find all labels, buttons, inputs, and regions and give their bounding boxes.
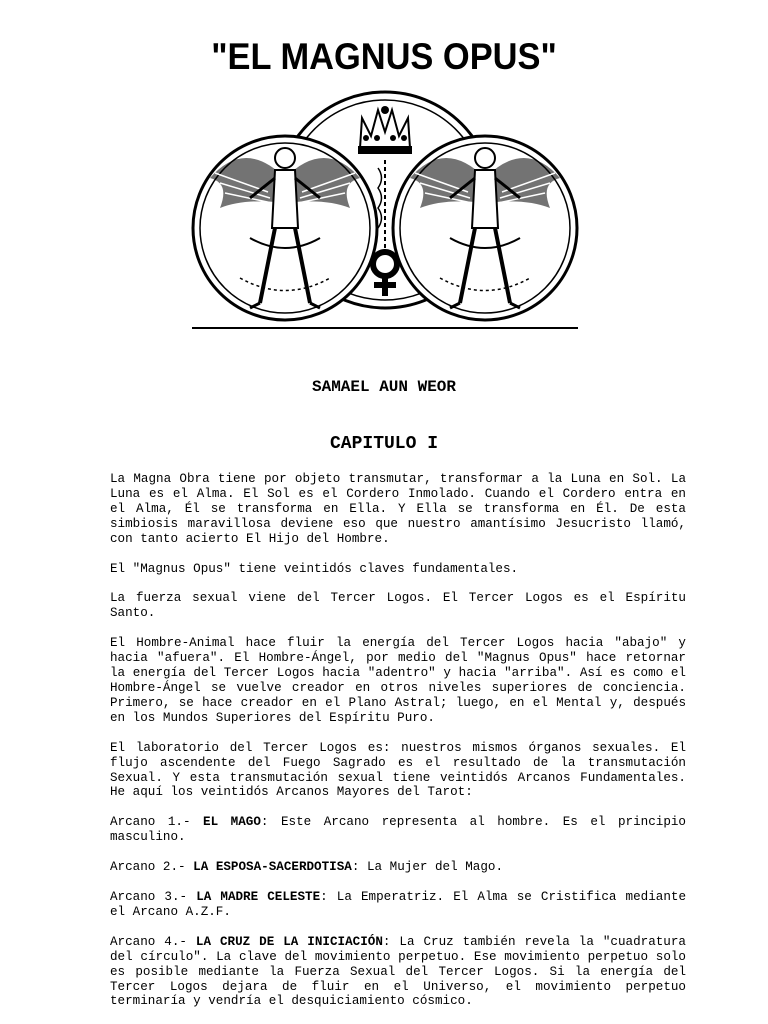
- arcano-entry: [110, 935, 686, 1010]
- arcano-description: : La Emperatriz. El Alma se Cristifica mediante el Arcano A.Z.F.: [110, 890, 687, 919]
- paragraph: El Hombre-Animal hace fluir la energía del Tercer Logos hacia "abajo" y hacia "afuera". El Hombre-Ángel, por medio del "Magnus Opus" hace retornar la energía del Tercer Logos hacia "adentro" y hacia "arriba". Así es como el Hombre-Ángel se vuelve creador en otros niveles superiores de conciencia. Primero, se hace creador en el Plano Astral; luego, en el Mental y, después en los Mundos Superiores del Espíritu Puro.: [110, 636, 686, 725]
- chapter-heading: CAPITULO I: [329, 434, 439, 454]
- author-name: SAMAEL AUN WEOR: [311, 378, 457, 396]
- paragraph: El laboratorio del Tercer Logos es: nuestros mismos órganos sexuales. El flujo ascendente del Fuego Sagrado es el resultado de la transmutación Sexual. Y esta transmutación sexual tiene veintidós Arcanos Fundamentales. He aquí los veintidós Arcanos Mayores del Tarot:: [110, 740, 686, 800]
- paragraph: La fuerza sexual viene del Tercer Logos. El Tercer Logos es el Espíritu Santo.: [110, 591, 686, 621]
- winged-figure-left-icon: [193, 136, 377, 320]
- arcano-number: Arcano 2.-: [110, 860, 194, 875]
- document-body: [110, 472, 686, 1024]
- arcano-entry: [110, 890, 686, 920]
- arcano-name: LA ESPOSA-SACERDOTISA: [193, 860, 352, 875]
- arcano-number: Arcano 1.-: [110, 815, 204, 830]
- magnus-opus-emblem: [190, 88, 580, 333]
- arcano-description: : La Cruz también revela la "cuadratura del círculo". La clave del movimiento perpetuo. Ese movimiento perpetuo solo es posible mediante la Fuerza Sexual del Tercer Logos. Si la energía del Tercer Logos dejara de fluir en el Universo, el movimiento perpetuo terminaría y vendría el desquiciamiento cósmico.: [110, 934, 686, 1009]
- arcano-number: Arcano 3.-: [110, 890, 197, 905]
- arcano-description: : La Mujer del Mago.: [351, 860, 504, 875]
- arcano-name: LA MADRE CELESTE: [196, 890, 321, 905]
- arcano-entry: [110, 860, 686, 875]
- paragraph: La Magna Obra tiene por objeto transmutar, transformar a la Luna en Sol. La Luna es el Alma. El Sol es el Cordero Inmolado. Cuando el Cordero entra en el Alma, Él se transforma en Ella. Y Ella se transforma en Él. De esta simbiosis maravillosa deviene eso que nuestro amantísimo Jesucristo llamó, con tanto acierto El Hijo del Hombre.: [110, 472, 686, 546]
- arcano-description: : Este Arcano representa al hombre. Es el principio masculino.: [110, 815, 686, 845]
- page-title: "EL MAGNUS OPUS": [211, 36, 557, 77]
- arcano-number: Arcano 4.-: [110, 934, 196, 949]
- arcano-name: EL MAGO: [203, 815, 261, 830]
- winged-figure-right-icon: [393, 136, 577, 320]
- arcano-name: LA CRUZ DE LA INICIACIÓN: [195, 934, 383, 949]
- arcano-entry: [110, 815, 686, 845]
- paragraph: El "Magnus Opus" tiene veintidós claves fundamentales.: [110, 561, 519, 576]
